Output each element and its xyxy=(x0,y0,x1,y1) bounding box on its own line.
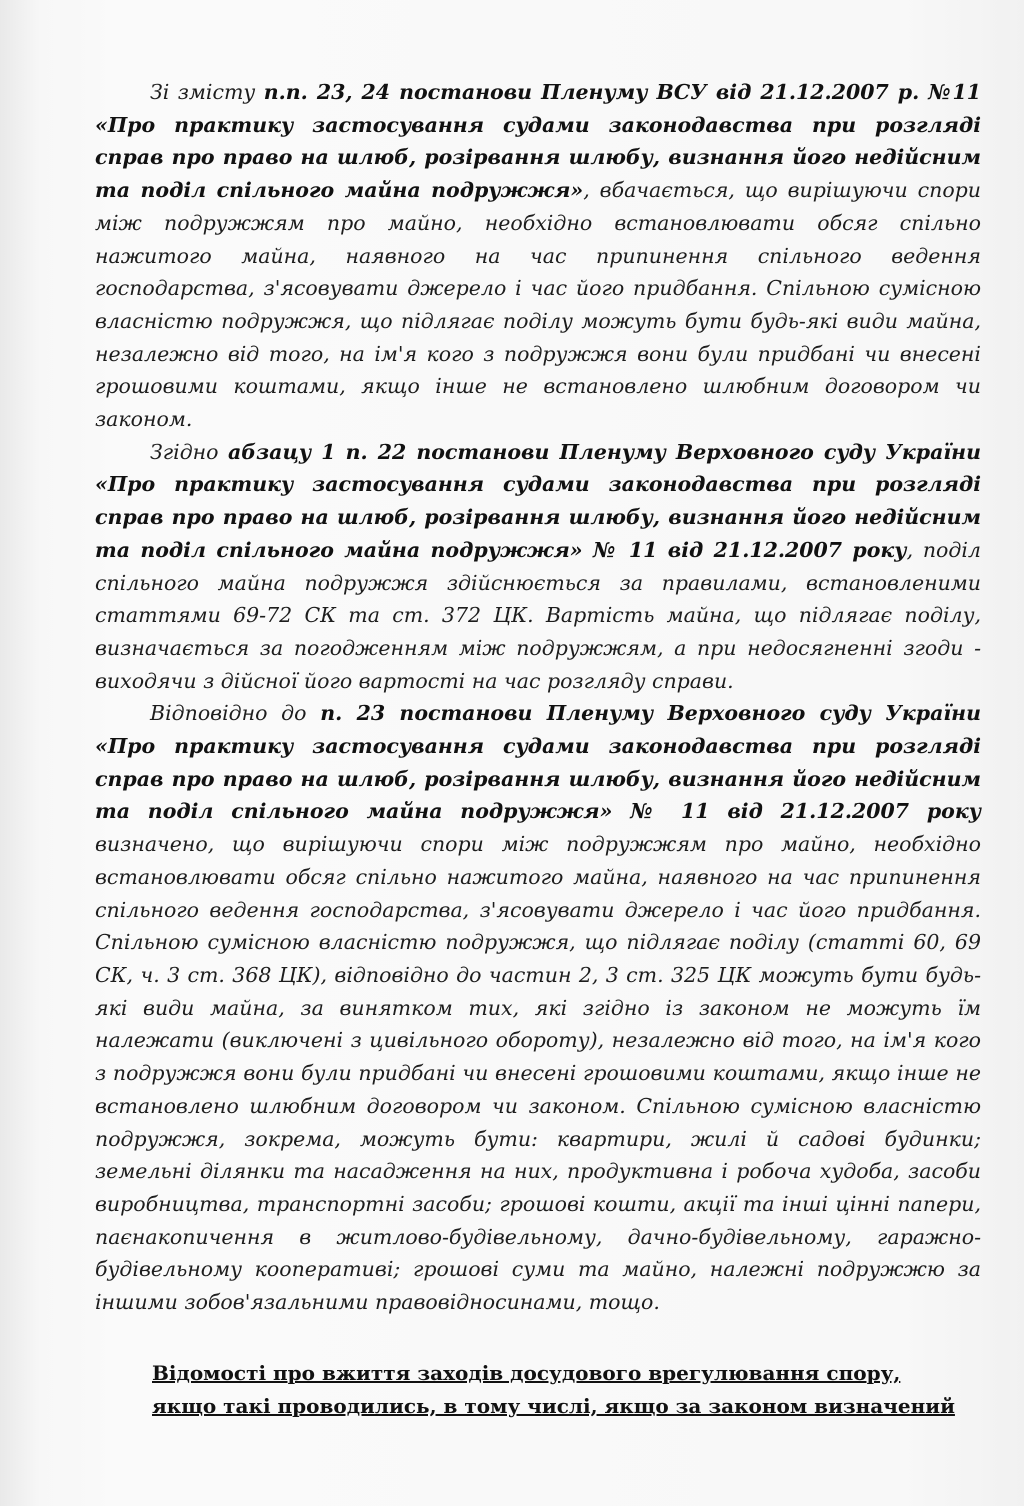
paragraph-1-intro: Зі змісту xyxy=(150,80,264,104)
section-heading xyxy=(95,1357,981,1423)
paragraph-1-legal-reference: п.п. 23, 24 постанови Пленуму ВСУ від 21.12.2007 р. №11 «Про практику застосування судами законодавства при розгляді справ про право на шлюб, розірвання шлюбу, визнання його недійсним та поділ спільного майна подружжя» xyxy=(95,80,981,203)
paragraph-1 xyxy=(95,76,981,436)
paragraph-2-legal-reference: абзацу 1 п. 22 постанови Пленуму Верховного суду України «Про практику застосування судами законодавства при розгляді справ про право на шлюб, розірвання шлюбу, визнання його недійсним та поділ спільного майна подружжя» № 11 від 21.12.2007 року xyxy=(95,439,981,562)
paragraph-2-intro: Згідно xyxy=(150,439,228,464)
paragraph-3-legal-reference: п. 23 постанови Пленуму Верховного суду України «Про практику застосування судами законодавства при розгляді справ про право на шлюб, розірвання шлюбу, визнання його недійсним та поділ спільного майна подружжя» № 11 від 21.12.2007 року xyxy=(95,701,981,824)
paragraph-1-text: , вбачається, що вирішуючи спори між подружжям про майно, необхідно встановлювати обсяг спільно нажитого майна, наявного на час припинення спільного ведення господарства, з'ясовувати джерело і час його придбання. Спільною сумісною власністю подружжя, що підлягає поділу можуть бути будь-які види майна, незалежно від того, на ім'я кого з подружжя вони були придбані чи внесені грошовими коштами, якщо інше не встановлено шлюбним договором чи законом. xyxy=(95,178,981,432)
paragraph-3-text: визначено, що вирішуючи спори між подружжям про майно, необхідно встановлювати обсяг спільно нажитого майна, наявного на час припинення спільного ведення господарства, з'ясовувати джерело і час його придбання. Спільною сумісною власністю подружжя, що підлягає поділу (статті 60, 69 СК, ч. 3 ст. 368 ЦК), відповідно до частин 2, 3 ст. 325 ЦК можуть бути будь-які види майна, за винятком тих, які згідно із законом не можуть їм належати (виключені з цивільного обороту), незалежно від того, на ім'я кого з подружжя вони були придбані чи внесені грошовими коштами, якщо інше не встановлено шлюбним договором чи законом. Спільною сумісною власністю подружжя, зокрема, можуть бути: квартири, жилі й садові будинки; земельні ділянки та насадження на них, продуктивна і робоча худоба, засоби виробництва, транспортні засоби; грошові кошти, акції та інші цінні папери, паєнакопичення в житлово-будівельному, дачно-будівельному, гаражно-будівельному кооперативі; грошові суми та майно, належні подружжю за іншими зобов'язальними правовідносинами, тощо. xyxy=(95,832,981,1315)
paragraph-2 xyxy=(95,436,981,698)
paragraph-2-text: , поділ спільного майна подружжя здійснюється за правилами, встановленими статтями 69-72 СК та ст. 372 ЦК. Вартість майна, що підлягає поділу, визначається за погодженням між подружжям, а при недосягненні згоди - виходячи з дійсної його вартості на час розгляду справи. xyxy=(95,537,981,693)
section-heading-line-1: Відомості про вжиття заходів досудового врегулювання спору, xyxy=(152,1360,901,1385)
paragraph-3-intro: Відповідно до xyxy=(150,701,321,726)
section-heading-line-2: якщо такі проводились, в тому числі, якщо за законом визначений xyxy=(152,1393,955,1418)
document-body xyxy=(95,76,981,1423)
paragraph-3 xyxy=(95,697,981,1318)
